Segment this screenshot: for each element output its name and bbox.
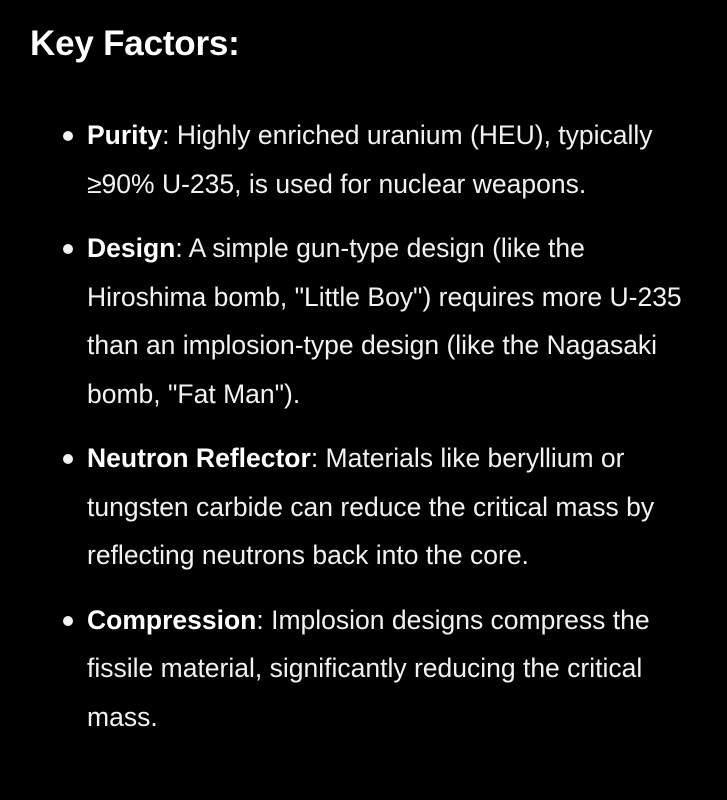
bullet-icon [63, 244, 73, 254]
factor-term: Compression [87, 604, 257, 635]
bullet-icon [63, 454, 73, 464]
factor-description: Implosion designs compress the fissile material, significantly reducing the critical mass. [87, 604, 650, 732]
list-item-purity [30, 111, 705, 208]
bullet-icon [63, 616, 73, 626]
list-item-compression [30, 596, 705, 742]
factor-description: A simple gun-type design (like the Hiroshima bomb, "Little Boy") requires more U-235 than an implosion-type design (like the Nagasaki bomb, "Fat Man"). [87, 233, 682, 409]
factor-term: Design [87, 233, 176, 263]
factor-separator: : [175, 233, 183, 263]
list-item-design [30, 224, 705, 418]
factor-separator: : [162, 120, 170, 150]
factor-separator: : [310, 443, 319, 473]
factor-description: Highly enriched uranium (HEU), typically ≥90% U-235, is used for nuclear weapons. [87, 120, 653, 199]
section-heading: Key Factors: [30, 24, 240, 63]
bullet-icon [63, 131, 73, 141]
factor-separator: : [256, 604, 264, 635]
list-item-neutron-reflector [30, 434, 705, 580]
factor-description: Materials like beryllium or tungsten carbide can reduce the critical mass by reflecting neutrons back into the core. [87, 443, 655, 570]
factor-term: Purity [87, 120, 163, 150]
key-factors-list [30, 111, 705, 741]
factor-term: Neutron Reflector [87, 443, 311, 473]
